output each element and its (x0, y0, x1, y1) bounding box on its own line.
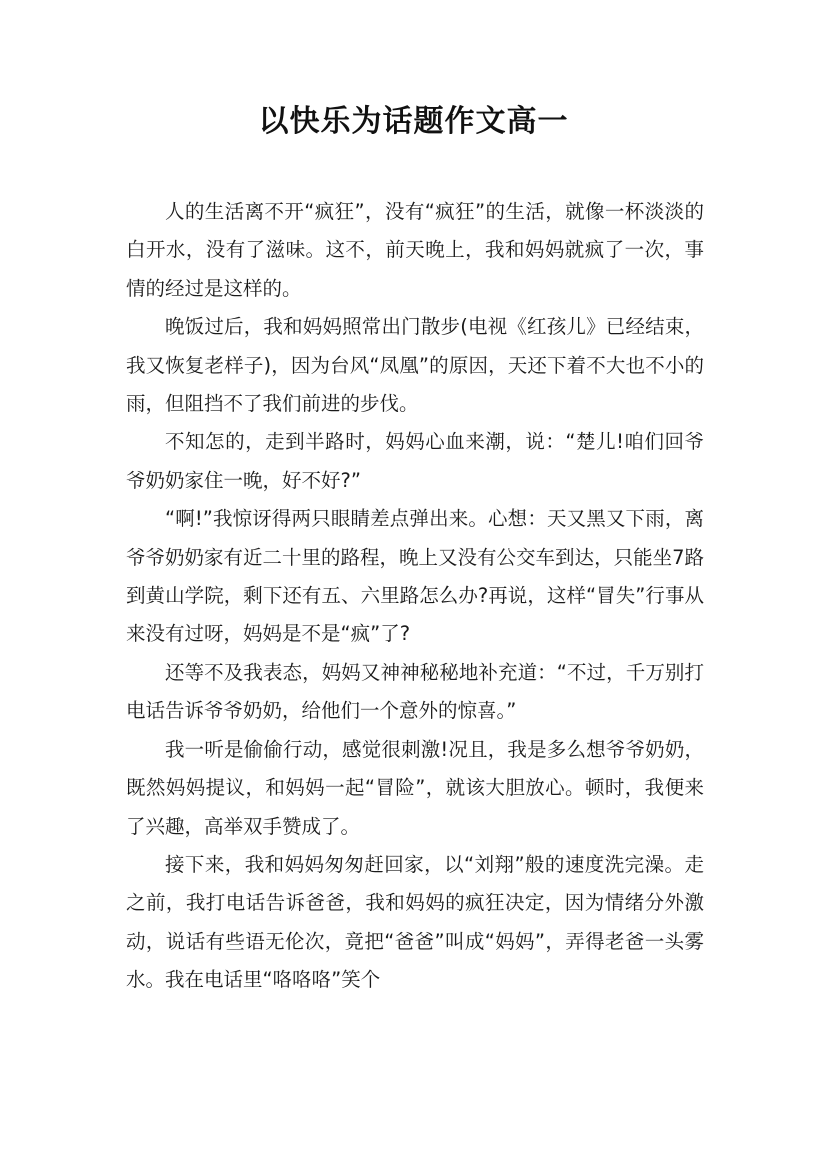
paragraph-1: 人的生活离不开“疯狂”，没有“疯狂”的生活，就像一杯淡淡的白开水，没有了滋味。这不，前天晚上，我和妈妈就疯了一次，事情的经过是这样的。 (126, 200, 704, 300)
paragraph-5: 还等不及我表态，妈妈又神神秘秘地补充道：“不过，千万别打电话告诉爷爷奶奶，给他们一个意外的惊喜。” (126, 660, 704, 723)
paragraph-6: 我一听是偷偷行动，感觉很刺激!况且，我是多么想爷爷奶奶，既然妈妈提议，和妈妈一起“冒险”，就该大胆放心。顿时，我便来了兴趣，高举双手赞成了。 (126, 737, 704, 838)
paragraph-3: 不知怎的，走到半路时，妈妈心血来潮，说：“楚儿!咱们回爷爷奶奶家住一晚，好不好?” (126, 430, 704, 492)
document-body (126, 193, 704, 1000)
paragraph-7: 接下来，我和妈妈匆匆赶回家，以“刘翔”般的速度洗完澡。走之前，我打电话告诉爸爸，我和妈妈的疯狂决定，因为情绪分外激动，说话有些语无伦次，竟把“爸爸”叫成“妈妈”，弄得老爸一头雾水。我在电话里“咯咯咯”笑个 (126, 852, 704, 992)
paragraph-4: “啊!”我惊讶得两只眼睛差点弹出来。心想：天又黑又下雨，离爷爷奶奶家有近二十里的路程，晚上又没有公交车到达，只能坐7路到黄山学院，剩下还有五、六里路怎么办?再说，这样“冒失”行事从来没有过呀，妈妈是不是“疯”了? (126, 507, 704, 646)
paragraph-2: 晚饭过后，我和妈妈照常出门散步(电视《红孩儿》已经结束，我又恢复老样子)，因为台风“凤凰”的原因，天还下着不大也不小的雨，但阻挡不了我们前进的步伐。 (126, 315, 704, 416)
document-title: 以快乐为话题作文高一 (258, 104, 569, 139)
